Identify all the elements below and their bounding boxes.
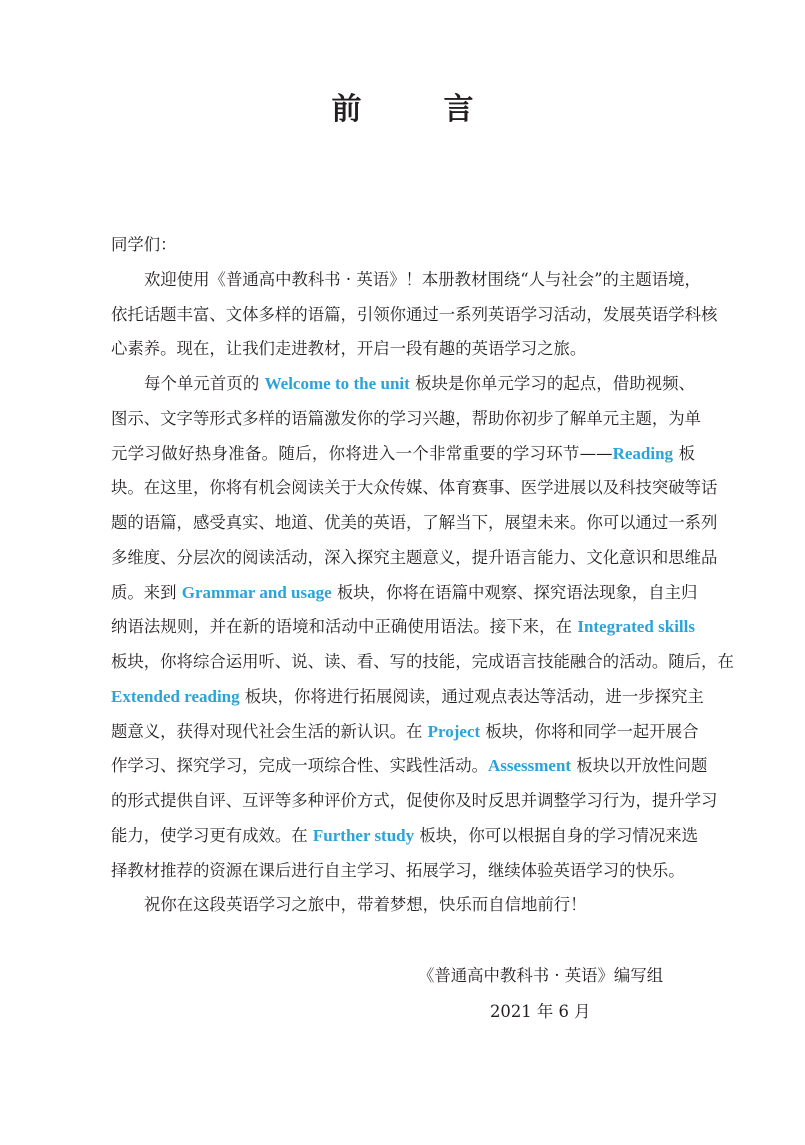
text-segment: 板块，你将进行拓展阅读，通过观点表达等活动，进一步探究主 [239, 686, 704, 706]
text-line [111, 402, 702, 437]
text-line [111, 749, 708, 784]
text-line [111, 471, 718, 506]
text-segment: 板块以开放性问题 [571, 756, 708, 776]
text-line [111, 645, 734, 680]
section-name-highlight: Further study [312, 825, 415, 845]
text-segment: 块。在这里，你将有机会阅读关于大众传媒、体育赛事、医学进展以及科技突破等话 [111, 478, 718, 498]
text-segment: 板块，你将综合运用听、说、读、看、写的技能，完成语言技能融合的活动。随后，在 [111, 652, 734, 671]
text-segment: 依托话题丰富、文体多样的语篇，引领你通过一系列英语学习活动，发展英语学科核 [111, 304, 718, 324]
preface-text [111, 263, 734, 923]
text-line [111, 680, 704, 715]
text-segment: 择教材推荐的资源在课后进行自主学习、拓展学习，继续体验英语学习的快乐。 [111, 860, 685, 880]
text-line [111, 854, 695, 889]
greeting: 同学们： [111, 235, 177, 254]
text-line [111, 576, 698, 611]
text-line [111, 506, 718, 541]
text-line [111, 298, 718, 333]
text-segment: 板块是你单元学习的起点，借助视频、 [409, 374, 696, 393]
text-line [111, 819, 698, 854]
text-line [111, 784, 718, 819]
text-line [111, 541, 718, 576]
text-segment: 板 [673, 443, 695, 463]
section-name-highlight: Grammar and usage [181, 582, 332, 602]
text-segment: 多维度、分层次的阅读活动，深入探究主题意义，提升语言能力、文化意识和思维品 [111, 547, 718, 567]
page-title: 前 言 [331, 92, 500, 127]
text-segment: 作学习、探究学习，完成一项综合性、实践性活动。 [111, 756, 488, 776]
section-name-highlight: Reading [612, 443, 674, 463]
section-name-highlight: Welcome to the unit [264, 374, 410, 393]
text-segment: 质。来到 [111, 582, 182, 602]
section-name-highlight: Extended reading [111, 686, 240, 706]
text-segment: 心素养。现在，让我们走进教材，开启一段有趣的英语学习之旅。 [111, 339, 587, 359]
text-line [111, 367, 695, 402]
text-segment: 图示、文字等形式多样的语篇激发你的学习兴趣，帮助你初步了解单元主题，为单 [111, 408, 702, 428]
signature: 《普通高中教科书 · 英语》编写组 [418, 966, 664, 985]
date: 2021 年 6 月 [490, 1002, 591, 1021]
text-segment: 欢迎使用《普通高中教科书 · 英语》！本册教材围绕“人与社会”的主题语境， [144, 269, 701, 289]
section-name-highlight: Project [427, 721, 481, 741]
text-segment: 题意义，获得对现代社会生活的新认识。在 [111, 721, 428, 741]
text-line [111, 437, 695, 472]
text-segment: 板块，你可以根据自身的学习情况来选 [414, 825, 698, 845]
text-line [111, 263, 701, 298]
text-segment: 板块，你将在语篇中观察、探究语法现象，自主归 [331, 582, 698, 602]
text-segment: 的形式提供自评、互评等多种评价方式，促使你及时反思并调整学习行为，提升学习 [111, 791, 718, 810]
text-segment: 板块，你将和同学一起开展合 [480, 721, 699, 741]
section-name-highlight: Assessment [487, 756, 572, 776]
preface-body [111, 228, 734, 923]
text-line [111, 610, 695, 645]
text-segment: 能力，使学习更有成效。在 [111, 825, 313, 845]
text-segment: 元学习做好热身准备。随后，你将进入一个非常重要的学习环节—— [111, 443, 613, 463]
text-segment: 题的语篇，感受真实、地道、优美的英语，了解当下，展望未来。你可以通过一系列 [111, 513, 718, 532]
text-line [111, 888, 695, 923]
text-line [111, 715, 699, 750]
text-segment: 每个单元首页的 [144, 374, 265, 393]
text-line [111, 332, 695, 367]
text-segment: 祝你在这段英语学习之旅中，带着梦想，快乐而自信地前行！ [144, 895, 587, 915]
text-segment: 纳语法规则，并在新的语境和活动中正确使用语法。接下来，在 [111, 617, 578, 637]
section-name-highlight: Integrated skills [577, 617, 695, 637]
